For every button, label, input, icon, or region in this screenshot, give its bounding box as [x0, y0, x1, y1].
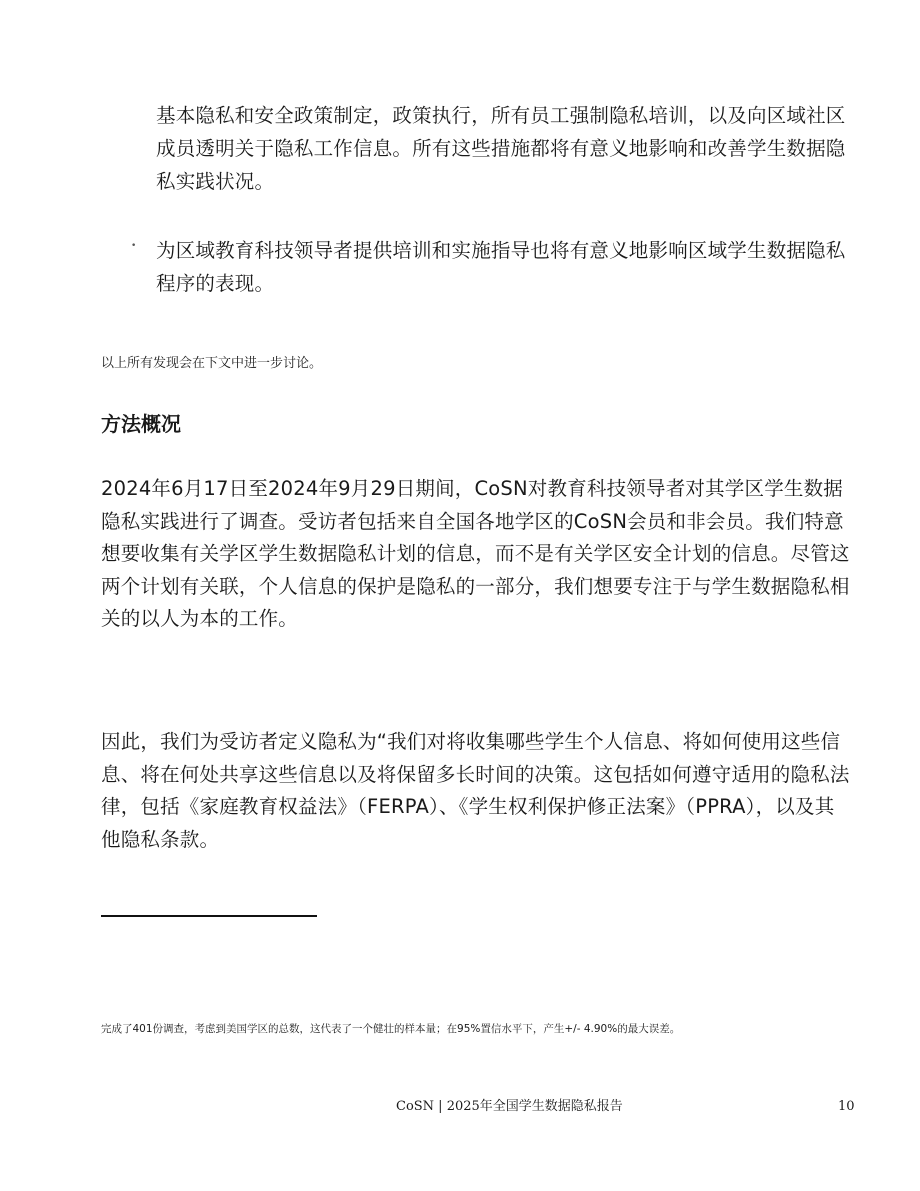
bullet-marker-icon: • [131, 241, 137, 251]
section-heading: 方法概况 [101, 412, 181, 436]
page-number: 10 [838, 1099, 855, 1114]
body-paragraph-privacy-definition: 因此，我们为受访者定义隐私为“我们对将收集哪些学生个人信息、将如何使用这些信息、将在何处共享这些信息以及将保留多长时间的决策。这包括如何遵守适用的隐私法律，包括《家庭教育权益法》（FERPA）、《学生权利保护修正法案》（PPRA），以及其他隐私条款。 [101, 730, 850, 851]
footnote-divider [101, 915, 317, 917]
summary-note: 以上所有发现会在下文中进一步讨论。 [101, 356, 323, 371]
body-paragraph-methodology: 2024年6月17日至2024年9月29日期间，CoSN对教育科技领导者对其学区学生数据隐私实践进行了调查。受访者包括来自全国各地学区的CoSN会员和非会员。我们特意想要收集有关学区学生数据隐私计划的信息，而不是有关学区安全计划的信息。尽管这两个计划有关联，个人信息的保护是隐私的一部分，我们想要专注于与学生数据隐私相关的以人为本的工作。 [101, 477, 850, 630]
bullet-item-continued: 基本隐私和安全政策制定，政策执行，所有员工强制隐私培训，以及向区域社区成员透明关于隐私工作信息。所有这些措施都将有意义地影响和改善学生数据隐私实践状况。 [156, 104, 846, 193]
bullet-item: 为区域教育科技领导者提供培训和实施指导也将有意义地影响区域学生数据隐私程序的表现。 [156, 239, 846, 295]
footer-report-title: CoSN | 2025年全国学生数据隐私报告 [396, 1099, 623, 1114]
footnote: 完成了401份调查，考虑到美国学区的总数，这代表了一个健壮的样本量；在95%置信水平下，产生+/- 4.90%的最大误差。 [101, 1023, 681, 1035]
